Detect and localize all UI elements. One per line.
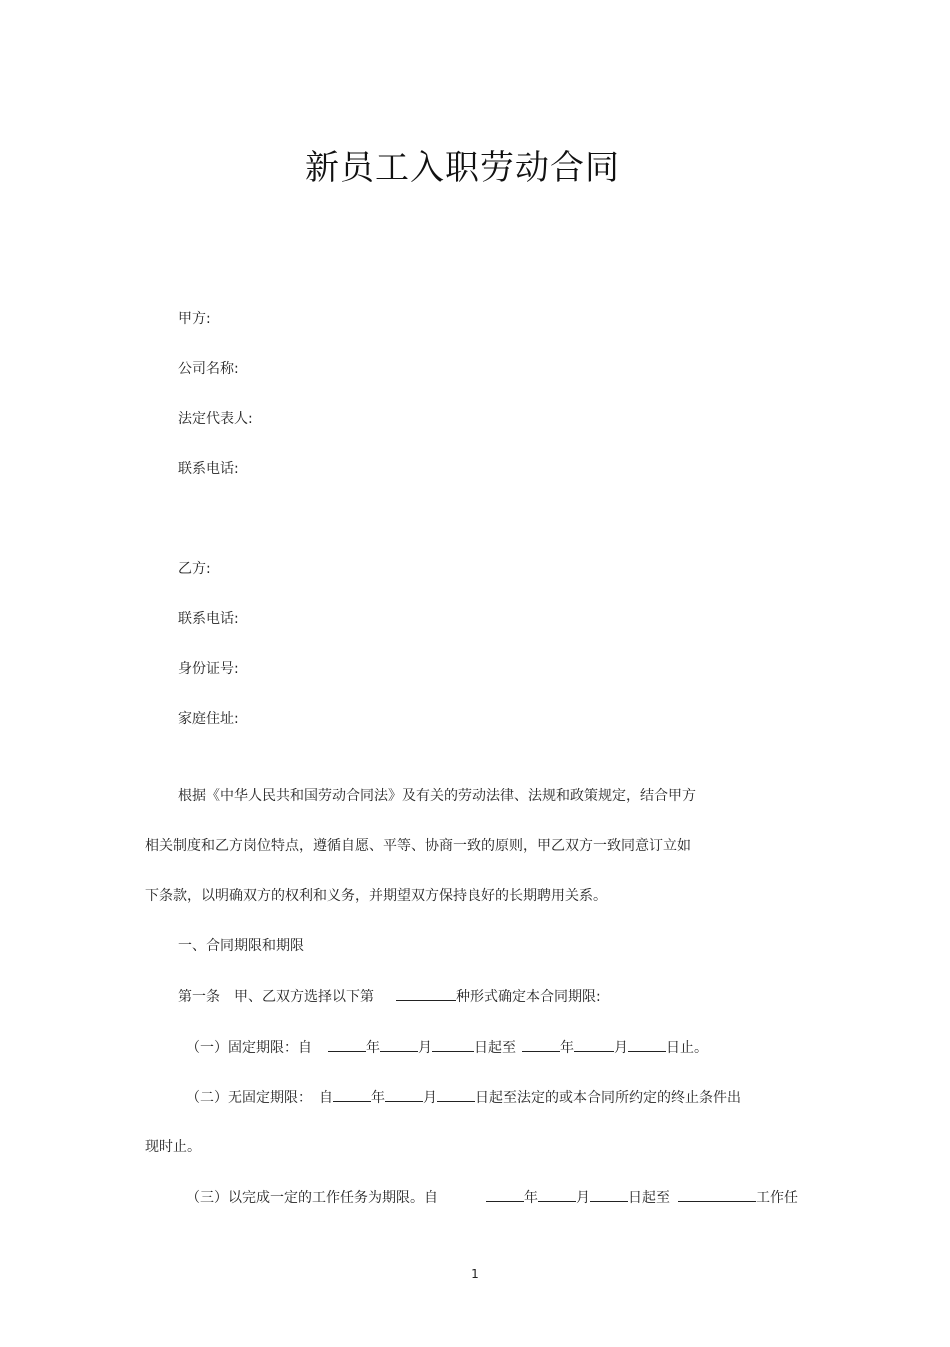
month-label: 月	[576, 1190, 590, 1206]
end-day-blank[interactable]	[628, 1037, 666, 1052]
task-start-month-blank[interactable]	[538, 1187, 576, 1202]
day-until-label: 日止。	[666, 1040, 708, 1056]
article-1-text-a: 第一条 甲、乙双方选择以下第	[178, 989, 374, 1005]
id-number-label: 身份证号:	[178, 661, 239, 677]
end-year-blank[interactable]	[522, 1037, 560, 1052]
address-label: 家庭住址:	[178, 711, 239, 727]
party-a-phone-label: 联系电话:	[178, 461, 239, 477]
start-day-blank[interactable]	[432, 1037, 474, 1052]
document-title: 新员工入职劳动合同	[305, 148, 620, 188]
open-start-month-blank[interactable]	[385, 1087, 423, 1102]
month-label: 月	[423, 1090, 437, 1106]
open-start-year-blank[interactable]	[333, 1087, 371, 1102]
item-3-text-b: 工作任	[756, 1190, 798, 1206]
open-start-day-blank[interactable]	[437, 1087, 475, 1102]
year-label: 年	[371, 1090, 385, 1106]
item-2-open-term	[186, 1087, 741, 1108]
intro-line-3: 下条款，以明确双方的权利和义务，并期望双方保持良好的长期聘用关系。	[145, 888, 607, 904]
item-1-text: （一）固定期限：自	[186, 1040, 312, 1056]
start-month-blank[interactable]	[380, 1037, 418, 1052]
item-2-text: （二）无固定期限： 自	[186, 1090, 333, 1106]
article-1-text-b: 种形式确定本合同期限:	[456, 989, 601, 1005]
year-label: 年	[524, 1190, 538, 1206]
end-month-blank[interactable]	[574, 1037, 614, 1052]
year-label: 年	[560, 1040, 574, 1056]
year-label: 年	[366, 1040, 380, 1056]
item-1-fixed-term	[186, 1037, 708, 1058]
item-2-text-b: 日起至法定的或本合同所约定的终止条件出	[475, 1090, 741, 1106]
party-a-label: 甲方:	[178, 311, 211, 327]
day-from-label: 日起至	[628, 1190, 670, 1206]
item-3-task-term	[186, 1187, 798, 1208]
start-year-blank[interactable]	[328, 1037, 366, 1052]
item-2-continuation: 现时止。	[145, 1139, 201, 1155]
task-start-year-blank[interactable]	[486, 1187, 524, 1202]
party-b-label: 乙方:	[178, 561, 211, 577]
party-b-phone-label: 联系电话:	[178, 611, 239, 627]
item-3-text: （三）以完成一定的工作任务为期限。自	[186, 1190, 438, 1206]
month-label: 月	[614, 1040, 628, 1056]
article-1	[178, 986, 601, 1007]
intro-line-2: 相关制度和乙方岗位特点，遵循自愿、平等、协商一致的原则，甲乙双方一致同意订立如	[145, 838, 691, 854]
legal-rep-label: 法定代表人:	[178, 411, 253, 427]
intro-line-1: 根据《中华人民共和国劳动合同法》及有关的劳动法律、法规和政策规定，结合甲方	[178, 788, 696, 804]
section-1-heading: 一、合同期限和期限	[178, 938, 304, 954]
task-name-blank[interactable]	[678, 1187, 756, 1202]
day-from-label: 日起至	[474, 1040, 516, 1056]
month-label: 月	[418, 1040, 432, 1056]
form-choice-blank[interactable]	[396, 986, 456, 1001]
company-name-label: 公司名称:	[178, 361, 239, 377]
task-start-day-blank[interactable]	[590, 1187, 628, 1202]
page-number: 1	[471, 1267, 479, 1281]
